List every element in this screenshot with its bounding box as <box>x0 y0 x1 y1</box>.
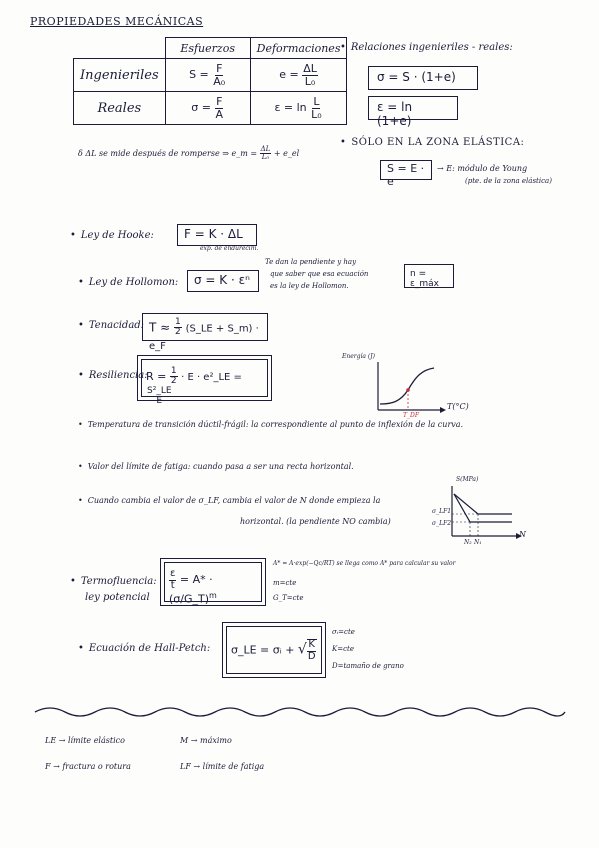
energy-chart <box>370 360 480 425</box>
relation-strain-box: ε = ln (1+e) <box>368 96 458 120</box>
hallpetch-label: • Ecuación de Hall-Petch: <box>78 643 210 654</box>
sn-chart-x2: N₁ <box>474 539 482 546</box>
fatigue-text-2b: horizontal. (la pendiente NO cambia) <box>240 517 391 526</box>
wavy-divider <box>30 700 570 724</box>
col-header-strain: Deformaciones <box>250 38 347 59</box>
sn-chart-y2: σ_LF2 <box>432 520 452 527</box>
delta-note: δ ΔL se mide después de romperse ⇒ e_m = $\frac{\Delta L}{\text{L₀}}$ + e_el <box>78 145 300 162</box>
hollomon-note-2: que saber que esa ecuación <box>270 270 369 278</box>
cell-strain-real: ε = ln $\frac{L}{\text{L₀}}$ <box>250 92 347 125</box>
legend-f: F → fractura o rotura <box>45 762 131 771</box>
creep-label-2: ley potencial <box>85 592 150 603</box>
energy-chart-mark: T_DF <box>403 412 419 419</box>
hollomon-exponent-box: n = ε_máx <box>404 264 454 288</box>
hallpetch-note-1: σᵢ=cte <box>332 628 355 636</box>
energy-chart-xlabel: T(°C) <box>447 402 469 411</box>
legend-le: LE → límite elástico <box>45 736 125 745</box>
creep-note-2: m=cte <box>273 579 297 587</box>
row-label: Reales <box>74 92 166 125</box>
sn-chart-ylabel: S(MPa) <box>456 476 479 483</box>
sn-chart-y1: σ_LF1 <box>432 508 452 515</box>
fatigue-text-2a: • Cuando cambia el valor de σ_LF, cambia el valor de N donde empieza la <box>78 496 380 505</box>
hooke-note: exp. de endurecim. <box>200 245 259 252</box>
cell-stress-real: σ = $\frac{F}{A}$ <box>165 92 250 125</box>
col-header-stress: Esfuerzos <box>165 38 250 59</box>
legend-lf: LF → límite de fatiga <box>180 762 265 771</box>
relations-title: • Relaciones ingenieriles - reales: <box>340 42 513 53</box>
table-row <box>74 59 347 92</box>
creep-formula-box: $\frac{\varepsilon}{t}$ = A* · (σ/G_T)$^m$ <box>164 562 262 602</box>
hooke-formula-box: F = K · ΔL <box>177 224 257 246</box>
hollomon-label: • Ley de Hollomon: <box>78 277 178 288</box>
resiliencia-formula-box: R = $\frac{1}{2}$ · E · e²_LE = $\frac{\text{S²\_LE}}{E}$ <box>141 359 268 397</box>
hallpetch-formula-box: σ_LE = σᵢ + √ $\frac{K}{D}$ <box>226 626 322 674</box>
resiliencia-label: • Resiliencia: <box>78 370 148 381</box>
sn-chart-curve-1 <box>454 494 512 514</box>
transition-text: • Temperatura de transición dúctil-frágil: la correspondiente al punto de inflexión de la curva. <box>78 420 463 429</box>
hallpetch-note-2: K=cte <box>332 645 354 653</box>
hollomon-note-3: es la ley de Hollomon. <box>270 282 349 290</box>
sn-chart-x1: N₂ <box>464 539 472 546</box>
energy-chart-curve <box>380 368 434 404</box>
youngs-law-box: S = E · e <box>380 160 432 180</box>
elastic-label: • SÓLO EN LA ZONA ELÁSTICA: <box>340 137 524 148</box>
hollomon-note-1: Te dan la pendiente y hay <box>265 258 357 266</box>
fatigue-text-1: • Valor del límite de fatiga: cuando pasa a ser una recta horizontal. <box>78 462 354 471</box>
elastic-note-2: (pte. de la zona elástica) <box>465 177 552 185</box>
table-row <box>74 92 347 125</box>
tenacidad-formula-box: T ≈ $\frac{1}{2}$ (S_LE + S_m) · e_F <box>142 313 268 341</box>
sn-chart <box>440 484 530 546</box>
creep-note-1: A* = A·exp(−Qc/RT) se llega como A* para calcular su valor <box>273 560 456 567</box>
cell-stress-eng: S = $\frac{F}{\text{A₀}}$ <box>165 59 250 92</box>
hollomon-formula-box: σ = K · εⁿ <box>187 270 259 292</box>
hallpetch-note-3: D=tamaño de grano <box>332 662 404 670</box>
creep-note-3: G_T=cte <box>273 594 304 602</box>
energy-chart-arrow <box>440 407 446 413</box>
hooke-label: • Ley de Hooke: <box>70 230 154 241</box>
elastic-note: → E: módulo de Young <box>437 164 528 173</box>
relation-stress-box: σ = S · (1+e) <box>368 66 478 90</box>
sn-chart-curve-2 <box>454 494 512 522</box>
energy-chart-inflection-point <box>406 388 410 392</box>
properties-table <box>73 37 347 125</box>
energy-chart-ylabel: Energía (J) <box>342 353 375 360</box>
page-title: PROPIEDADES MECÁNICAS <box>30 15 204 28</box>
legend-m: M → máximo <box>180 736 232 745</box>
tenacidad-label: • Tenacidad: <box>78 320 144 331</box>
cell-strain-eng: e = $\frac{\Delta L}{\text{L₀}}$ <box>250 59 347 92</box>
sn-chart-xlabel: N <box>519 530 526 539</box>
row-label: Ingenieriles <box>74 59 166 92</box>
creep-label-1: • Termofluencia: <box>70 576 157 587</box>
